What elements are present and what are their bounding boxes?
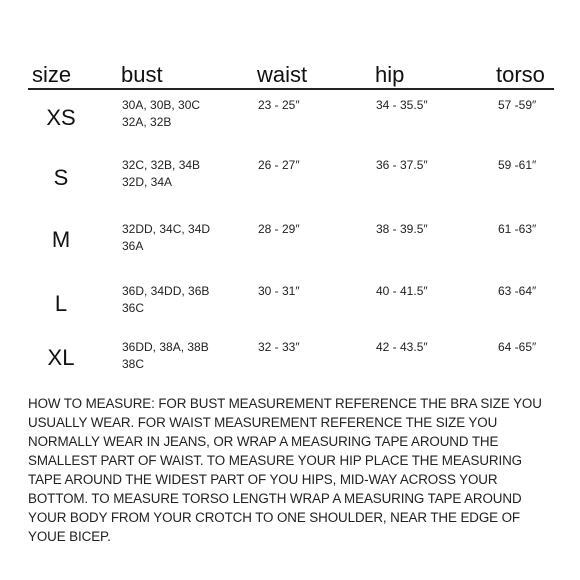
instruction-line: HOW TO MEASURE: FOR BUST MEASUREMENT REFERENCE THE BRA SIZE YOU: [28, 396, 542, 411]
waist-cell: 32 - 33″: [258, 340, 300, 354]
bust-cell: [122, 221, 210, 255]
waist-cell: 26 - 27″: [258, 158, 300, 172]
table-row: [0, 221, 580, 281]
waist-cell: 23 - 25″: [258, 98, 300, 112]
bust-line: 38C: [122, 357, 145, 371]
table-row: [0, 97, 580, 157]
instruction-line: NORMALLY WEAR IN JEANS, OR WRAP A MEASURING TAPE AROUND THE: [28, 434, 499, 449]
size-label: XL: [47, 345, 75, 370]
bust-line: 32A, 32B: [122, 115, 172, 129]
size-label: L: [54, 291, 68, 316]
bust-line: 32C, 32B, 34B: [122, 158, 201, 172]
table-row: [0, 157, 580, 217]
header-bust: bust: [121, 62, 163, 87]
instruction-line: SMALLEST PART OF WAIST. TO MEASURE YOUR HIP PLACE THE MEASURING: [28, 453, 522, 468]
instruction-line: TAPE AROUND THE WIDEST PART OF YOU HIPS, MID-WAY ACROSS YOUR: [28, 472, 498, 487]
instruction-line: USUALLY WEAR. FOR WAIST MEASUREMENT REFERENCE THE SIZE YOU: [28, 415, 498, 430]
bust-line: 30A, 30B, 30C: [122, 98, 201, 112]
waist-cell: 28 - 29″: [258, 222, 300, 236]
header-waist: waist: [257, 62, 308, 87]
bust-cell: [122, 157, 200, 191]
bust-line: 36DD, 38A, 38B: [122, 340, 209, 354]
torso-cell: 59 -61″: [498, 158, 537, 172]
bust-line: 32DD, 34C, 34D: [122, 222, 211, 236]
bust-line: 36A: [122, 239, 144, 253]
torso-cell: 61 -63″: [498, 222, 537, 236]
instruction-line: BOTTOM. TO MEASURE TORSO LENGTH WRAP A MEASURING TAPE AROUND: [28, 491, 522, 506]
torso-cell: 64 -65″: [498, 340, 537, 354]
header-size: size: [32, 62, 72, 87]
header-torso: torso: [496, 62, 545, 87]
measurement-instructions: [28, 394, 558, 546]
instruction-line: YOUE BICEP.: [28, 529, 111, 544]
header-divider: [28, 88, 554, 90]
instruction-line: YOUR BODY FROM YOUR CROTCH TO ONE SHOULDER, NEAR THE EDGE OF: [28, 510, 521, 525]
size-label: M: [51, 227, 71, 252]
bust-cell: [122, 97, 200, 131]
bust-line: 32D, 34A: [122, 175, 173, 189]
hip-cell: 42 - 43.5″: [376, 340, 428, 354]
header-hip: hip: [375, 62, 405, 87]
hip-cell: 40 - 41.5″: [376, 284, 428, 298]
torso-cell: 63 -64″: [498, 284, 537, 298]
waist-cell: 30 - 31″: [258, 284, 300, 298]
hip-cell: 34 - 35.5″: [376, 98, 428, 112]
size-label: XS: [46, 105, 76, 130]
table-row: [0, 283, 580, 343]
bust-line: 36D, 34DD, 36B: [122, 284, 210, 298]
bust-line: 36C: [122, 301, 145, 315]
table-row: [0, 339, 580, 399]
bust-cell: [122, 339, 209, 373]
size-label: S: [53, 165, 69, 190]
hip-cell: 36 - 37.5″: [376, 158, 428, 172]
hip-cell: 38 - 39.5″: [376, 222, 428, 236]
bust-cell: [122, 283, 209, 317]
torso-cell: 57 -59″: [498, 98, 537, 112]
